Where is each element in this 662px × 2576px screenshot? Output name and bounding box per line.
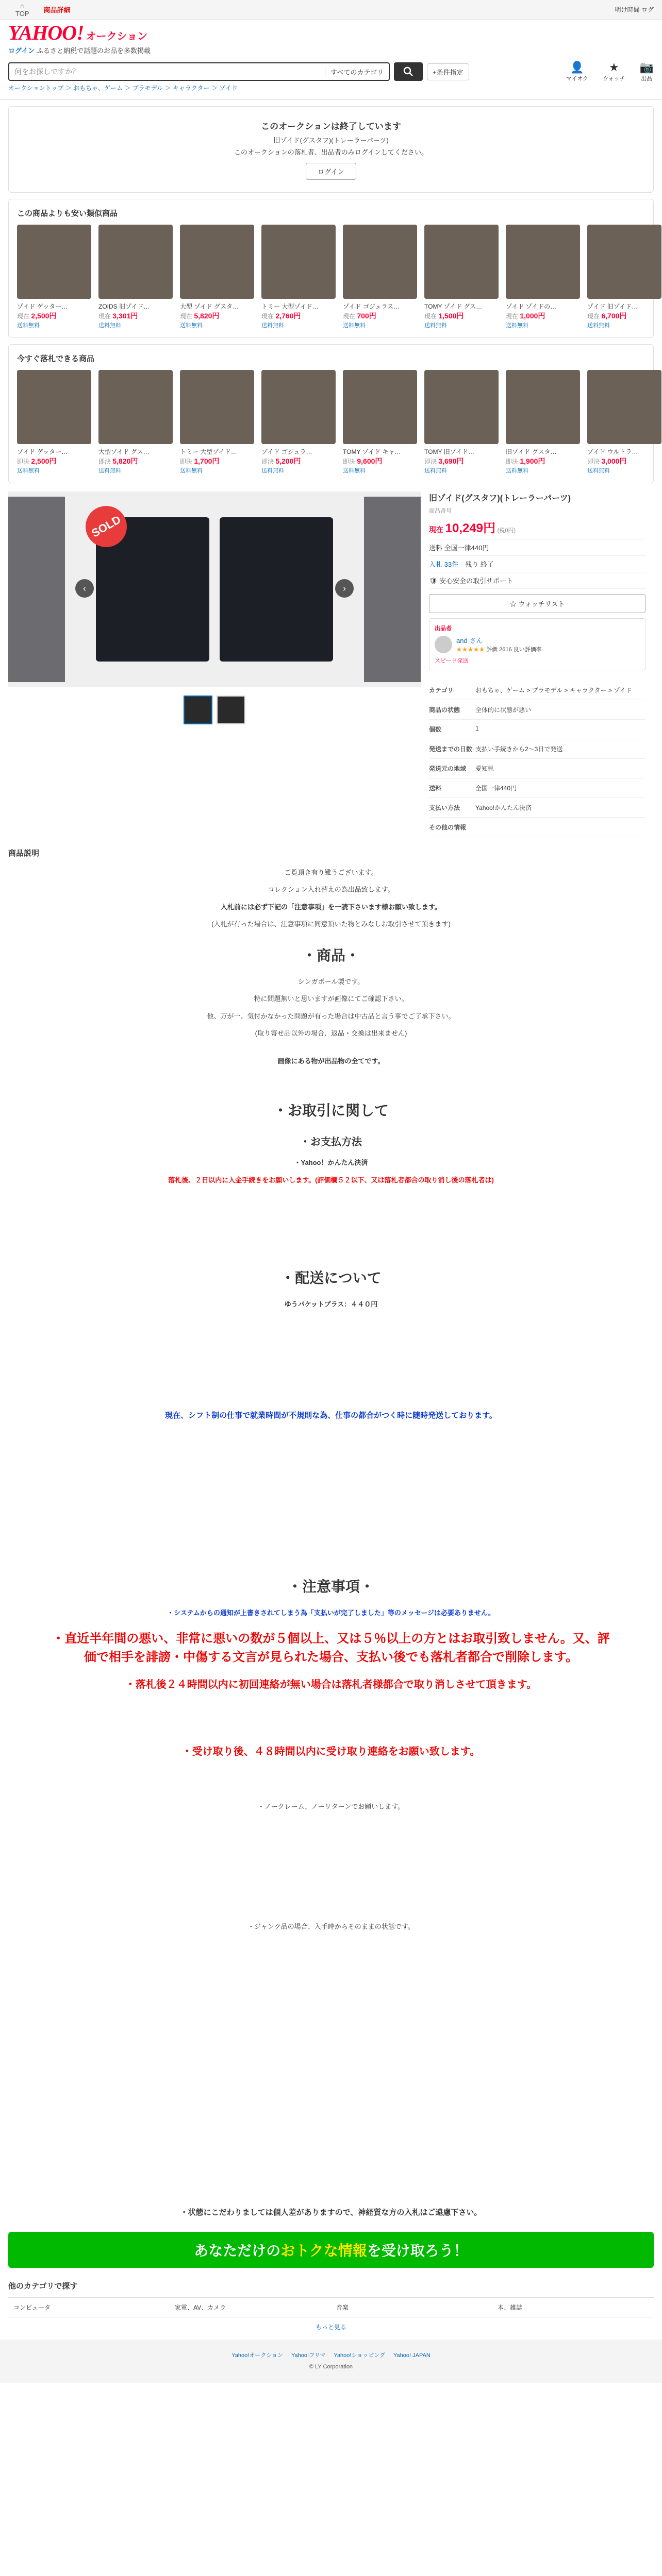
item-detail-table — [429, 681, 646, 837]
home-icon: ⌂ — [20, 2, 25, 10]
product-name: ZOIDS 旧ゾイド… — [98, 303, 150, 310]
shipping-label: 送料無料 — [98, 468, 121, 474]
product-thumbnail — [424, 225, 499, 299]
detail-key: 送料 — [429, 785, 442, 792]
cheaper-similar-section — [8, 199, 654, 338]
product-thumbnail — [343, 225, 417, 299]
shipping-label: 送料無料 — [180, 468, 203, 474]
detail-key: 発送までの日数 — [429, 745, 473, 753]
desc-heading: ・お取引に関して — [273, 1102, 389, 1118]
product-thumbnail — [587, 370, 661, 444]
product-card[interactable] — [506, 225, 580, 329]
topbar-right-link[interactable]: 明け時間 ログ — [615, 6, 654, 13]
product-price: 5,820円 — [112, 457, 138, 465]
product-name: ゾイド ゴジュラ… — [261, 448, 312, 455]
desc-heading: ・配送について — [280, 1270, 382, 1286]
product-thumbnail — [261, 370, 336, 444]
product-name: ゾイド ゴジュラス… — [343, 303, 400, 310]
price-label: 即決 — [98, 458, 111, 465]
product-thumbnail — [17, 225, 91, 299]
description-heading: 商品説明 — [8, 849, 40, 858]
search-input[interactable] — [8, 62, 390, 81]
product-name: トミー 大型ゾイド… — [261, 303, 319, 310]
desc-subheading: ・お支払方法 — [300, 1137, 362, 1148]
cheaper-carousel — [17, 225, 645, 329]
footer-link[interactable]: Yahoo! JAPAN — [393, 2352, 431, 2359]
product-card[interactable] — [98, 225, 173, 329]
price-label: 現在 — [506, 313, 519, 320]
desc-text: (入札が有った場合は、注意事項に同意頂いた物とみなしお取引させて頂きます) — [211, 920, 451, 928]
product-price: 700円 — [357, 312, 376, 320]
price-label: 即決 — [587, 458, 600, 465]
shipping-label: 送料無料 — [261, 323, 284, 329]
shipping-label: 送料無料 — [506, 468, 528, 474]
product-name: 旧ゾイド グスタ… — [506, 448, 557, 455]
ended-login-button[interactable]: ログイン — [306, 163, 356, 180]
product-price: 6,700円 — [601, 312, 627, 320]
price-label: 即決 — [261, 458, 274, 465]
watch-button[interactable] — [603, 61, 625, 82]
product-price: 5,200円 — [275, 457, 301, 465]
desc-text: ご覧頂き有り難うございます。 — [284, 869, 378, 876]
shipping-label: 送料無料 — [98, 323, 121, 329]
desc-text: 落札後、２日以内に入金手続きをお願いします。(評価欄５２以下、又は落札者都合の取り消し後の落札者は) — [168, 1176, 494, 1184]
seller-label: 出品者 — [435, 625, 452, 632]
product-name: ゾイド 旧ゾイド… — [587, 303, 638, 310]
copyright: © LY Corporation — [309, 2364, 353, 2370]
price-label: 即決 — [343, 458, 356, 465]
detail-value: おもちゃ、ゲーム > プラモデル > キャラクター > ゾイド — [475, 687, 632, 694]
shipping-label: 送料無料 — [17, 323, 40, 329]
search-category-select[interactable]: すべてのカテゴリ — [325, 67, 389, 77]
item-number-label: 商品番号 — [429, 508, 452, 514]
banner-post: を受け取ろう！ — [367, 2243, 468, 2259]
product-price: 1,500円 — [438, 312, 464, 320]
other-categories — [8, 2280, 654, 2331]
detail-key: 支払い方法 — [429, 804, 460, 811]
watchlist-label: ウォッチリスト — [518, 600, 565, 608]
site-footer — [0, 2340, 662, 2383]
detail-key: 発送元の地域 — [429, 765, 467, 772]
product-thumbnail — [506, 370, 580, 444]
detail-key: 個数 — [429, 726, 442, 733]
product-thumbnail — [587, 225, 661, 299]
detail-value: 愛知県 — [475, 765, 494, 772]
auction-ended-notice — [8, 106, 654, 193]
detail-row — [429, 818, 646, 837]
price-label: 現在 — [261, 313, 274, 320]
product-thumbnail — [180, 225, 254, 299]
footer-link[interactable]: Yahoo!フリマ — [291, 2352, 326, 2359]
detail-value: 1 — [475, 725, 479, 732]
detail-row — [429, 798, 646, 818]
myauction-label: マイオク — [566, 76, 589, 82]
search-button[interactable] — [394, 62, 423, 81]
watch-label: ウォッチ — [603, 76, 625, 82]
product-price: 1,700円 — [194, 457, 220, 465]
sell-label: 出品 — [641, 76, 653, 82]
price-label: 現在 — [424, 313, 437, 320]
seller-box — [429, 618, 646, 670]
shipping-label: 送料無料 — [261, 468, 284, 474]
price-label: 現在 — [17, 313, 30, 320]
line-promo-banner[interactable] — [8, 2232, 654, 2268]
cheaper-title: この商品よりも安い類似商品 — [17, 209, 118, 218]
product-name: ゾイド ゲッター… — [17, 448, 68, 455]
shipping-label: 送料無料 — [180, 323, 203, 329]
product-card[interactable] — [17, 370, 91, 474]
product-name: ゾイド ゾイドの… — [506, 303, 557, 310]
product-thumbnail — [343, 370, 417, 444]
product-card[interactable] — [587, 225, 661, 329]
price-label: 現在 — [98, 313, 111, 320]
footer-link[interactable]: Yahoo!オークション — [231, 2352, 284, 2359]
top-tab-bar — [0, 0, 662, 20]
banner-emphasis: おトクな情報 — [280, 2243, 367, 2259]
product-price: 5,820円 — [194, 312, 220, 320]
prev-arrow-icon[interactable]: ‹ — [75, 579, 94, 598]
category-link[interactable]: 本、雑誌 — [492, 2298, 654, 2317]
desc-text: ・ジャンク品の場合、入手時からそのままの状態です。 — [247, 1923, 415, 1931]
buynow-section — [8, 344, 654, 483]
user-icon: 👤 — [570, 61, 585, 74]
item-info — [429, 492, 646, 837]
price-label: 即決 — [17, 458, 30, 465]
desc-warning: ・直近半年間の悪い、非常に悪いの数が５個以上、又は５％以上の方とはお取引致しません。又、評価で相手を誹謗・中傷する文言が見られた場合、支払い後でも落札者都合で削除します。 — [52, 1631, 610, 1664]
product-price: 2,760円 — [275, 312, 301, 320]
shipping-label: 送料無料 — [343, 468, 366, 474]
desc-text: 現在、シフト制の仕事で就業時間が不規則な為、仕事の都合がつく時に随時発送しております。 — [165, 1411, 497, 1420]
detail-row — [429, 739, 646, 759]
product-card[interactable] — [506, 370, 580, 474]
ended-message: このオークションの落札者、出品者のみログインしてください。 — [234, 148, 428, 156]
product-price: 3,301円 — [112, 312, 138, 320]
safe-support-label: 安心安全の取引サポート — [439, 577, 514, 585]
price-row — [429, 515, 646, 539]
bid-row — [429, 556, 646, 572]
product-name: トミー 大型ゾイド… — [180, 448, 237, 455]
footer-links — [10, 2350, 652, 2361]
item-title: 旧ゾイド(グスタフ)(トレーラーパーツ) — [429, 494, 571, 503]
thumbnail[interactable] — [217, 696, 245, 724]
bid-count[interactable]: 入札 33件 — [429, 561, 459, 568]
product-name: TOMY ゾイド キャ… — [343, 448, 401, 455]
desc-text: ・システムからの通知が上書きされてしまう為「支払いが完了しました」等のメッセージは必要ありません。 — [167, 1609, 495, 1617]
product-card[interactable] — [261, 370, 336, 474]
price-label: 即決 — [506, 458, 519, 465]
category-link[interactable]: 音楽 — [331, 2298, 492, 2317]
detail-row — [429, 681, 646, 700]
desc-text: ゆうパケットプラス：４４０円 — [284, 1300, 378, 1309]
product-card[interactable] — [587, 370, 661, 474]
product-card[interactable] — [343, 370, 417, 474]
detail-row — [429, 759, 646, 778]
sold-badge: SOLD — [78, 498, 134, 554]
detail-row — [429, 778, 646, 798]
shipping-text: 送料 全国一律440円 — [429, 539, 646, 556]
desc-warning: ・受け取り後、４８時間以内に受け取り連絡をお願い致します。 — [181, 1745, 481, 1757]
product-price: 1,900円 — [520, 457, 545, 465]
safe-support[interactable] — [429, 572, 646, 589]
categories-title: 他のカテゴリで探す — [8, 2282, 78, 2291]
main-image[interactable] — [8, 492, 421, 687]
next-arrow-icon[interactable]: › — [335, 579, 354, 598]
camera-icon: 📷 — [639, 61, 654, 74]
site-header — [0, 20, 662, 82]
desc-text: コレクション入れ替えの為出品致します。 — [268, 886, 394, 894]
condition-button[interactable]: +条件指定 — [427, 63, 469, 80]
watchlist-button[interactable] — [429, 594, 646, 613]
fast-shipping-badge: スピード発送 — [435, 658, 469, 664]
product-name: 大型 ゾイド グスタ… — [180, 303, 239, 310]
ended-item-name: 旧ゾイド(グスタフ)(トレーラーパーツ) — [273, 137, 389, 144]
desc-heading: ・注意事項・ — [287, 1578, 374, 1595]
product-price: 2,500円 — [31, 312, 57, 320]
item-description — [8, 848, 654, 2219]
detail-value: 支払い手続きから2〜3日で発送 — [475, 745, 563, 753]
price-label: 現在 — [429, 526, 443, 534]
detail-value: Yahoo!かんたん決済 — [475, 804, 532, 811]
product-card[interactable] — [17, 225, 91, 329]
detail-value: 全体的に状態が悪い — [475, 706, 532, 714]
product-name: TOMY ゾイド グス… — [424, 303, 483, 310]
product-name: ゾイド ゲッター… — [17, 303, 68, 310]
price-label: 現在 — [343, 313, 356, 320]
detail-key: カテゴリ — [429, 687, 454, 694]
category-grid — [8, 2297, 654, 2317]
desc-text: 特に問題無いと思いますが画像にてご確認下さい。 — [254, 995, 408, 1003]
star-icon: ★ — [608, 61, 619, 74]
product-thumbnail — [180, 370, 254, 444]
seller-name[interactable]: and さん — [456, 637, 483, 645]
product-thumbnail — [506, 225, 580, 299]
desc-text: 入札前には必ず下記の「注意事項」を一読下さいます様お願い致します。 — [221, 903, 441, 911]
current-price: 10,249円 — [445, 521, 496, 535]
product-price: 3,000円 — [601, 457, 627, 465]
product-card[interactable] — [424, 370, 499, 474]
shield-icon: 🛡 — [429, 577, 438, 585]
product-thumbnail — [98, 225, 173, 299]
desc-warning: ・落札後２４時間以内に初回連絡が無い場合は落札者様都合で取り消しさせて頂きます。 — [125, 1679, 537, 1690]
price-label: 現在 — [587, 313, 600, 320]
product-name: 大型ゾイド グス… — [98, 448, 150, 455]
detail-value: 全国一律440円 — [475, 785, 517, 792]
desc-text: 画像にある物が出品物の全てです。 — [277, 1057, 385, 1065]
product-card[interactable] — [180, 225, 254, 329]
product-price: 3,690円 — [438, 457, 464, 465]
product-card[interactable] — [98, 370, 173, 474]
tax-text: (税0円) — [497, 528, 516, 534]
product-photo-right — [220, 517, 333, 662]
time-left: 残り 終了 — [465, 561, 494, 568]
breadcrumb[interactable]: オークショントップ ＞ おもちゃ、ゲーム ＞ プラモデル ＞ キャラクター ＞ ゾイド — [0, 76, 662, 100]
next-image-preview — [364, 497, 421, 682]
detail-key: 商品の状態 — [429, 706, 460, 714]
product-price: 2,500円 — [31, 457, 57, 465]
tab-top[interactable] — [8, 2, 37, 18]
product-name: TOMY 旧ゾイド… — [424, 448, 474, 455]
detail-row — [429, 700, 646, 720]
shipping-label: 送料無料 — [587, 323, 610, 329]
tab-top-label: TOP — [15, 9, 29, 18]
seller-rating: 評価 2616 — [486, 647, 512, 653]
banner-pre: あなただけの — [194, 2243, 281, 2259]
search-icon — [403, 66, 413, 77]
desc-text: ・Yahoo！かんたん決済 — [294, 1159, 368, 1167]
product-price: 9,600円 — [357, 457, 383, 465]
ended-title: このオークションは終了しています — [261, 122, 401, 131]
desc-text: ・状態にこだわりましては個人差がありますので、神経質な方の入札はご遠慮下さい。 — [180, 2208, 482, 2217]
product-price: 1,000円 — [520, 312, 545, 320]
prev-image-preview — [8, 497, 65, 682]
star-icon: ☆ — [509, 600, 517, 608]
product-card[interactable] — [180, 370, 254, 474]
price-label: 現在 — [180, 313, 193, 320]
thumbnail-strip — [8, 696, 421, 724]
shipping-label: 送料無料 — [424, 323, 447, 329]
search-placeholder: 何をお探しですか？ — [14, 67, 79, 76]
shipping-label: 送料無料 — [587, 468, 610, 474]
header-note-text: ふるさと納税で話題のお品を多数掲載 — [36, 47, 151, 55]
product-card[interactable] — [261, 225, 336, 329]
more-categories-link[interactable]: もっと見る — [315, 2324, 346, 2331]
thumbnail[interactable] — [184, 696, 212, 724]
desc-text: シンガポール製です。 — [297, 977, 365, 986]
header-note — [8, 45, 151, 55]
detail-key: その他の情報 — [429, 824, 467, 831]
product-thumbnail — [98, 370, 173, 444]
product-card[interactable] — [424, 225, 499, 329]
shipping-label: 送料無料 — [343, 323, 366, 329]
price-label: 即決 — [424, 458, 437, 465]
product-thumbnail — [261, 225, 336, 299]
desc-heading: ・商品・ — [302, 947, 360, 963]
detail-value — [475, 823, 646, 832]
desc-text: ・ノークレーム、ノーリターンでお願いします。 — [257, 1802, 405, 1810]
product-card[interactable] — [343, 225, 417, 329]
buynow-carousel — [17, 370, 645, 474]
shipping-label: 送料無料 — [506, 323, 528, 329]
product-thumbnail — [424, 370, 499, 444]
tab-item-detail[interactable]: 商品詳細 — [43, 6, 71, 14]
image-gallery — [8, 492, 421, 837]
site-logo[interactable]: YAHOO! — [8, 21, 84, 44]
myauction-button[interactable] — [566, 61, 588, 82]
price-label: 即決 — [180, 458, 193, 465]
product-name: ゾイド ウルトラ… — [587, 448, 638, 455]
buynow-title: 今すぐ落札できる商品 — [17, 354, 95, 363]
category-link[interactable]: 家電、AV、カメラ — [170, 2298, 331, 2317]
footer-link[interactable]: Yahoo!ショッピング — [334, 2352, 386, 2359]
sell-button[interactable] — [640, 61, 654, 82]
avatar[interactable] — [435, 636, 452, 653]
item-detail — [8, 492, 654, 837]
desc-text: 他、万が一、気付かなかった問題が有った場合は中古品と言う事でご了承下さい。 — [207, 1012, 455, 1020]
login-link[interactable]: ログイン — [8, 47, 35, 55]
category-link[interactable]: コンピュータ — [8, 2298, 170, 2317]
product-thumbnail — [17, 370, 91, 444]
rating-stars-icon: ★★★★★ — [456, 647, 485, 653]
desc-text: (取り寄せ品以外の場合、返品・交換は出来ません) — [255, 1029, 407, 1038]
site-logo-sub: オークション — [86, 31, 148, 42]
seller-good-rate: 良い評価率 — [513, 647, 542, 653]
detail-row — [429, 720, 646, 739]
shipping-label: 送料無料 — [424, 468, 447, 474]
shipping-label: 送料無料 — [17, 468, 40, 474]
